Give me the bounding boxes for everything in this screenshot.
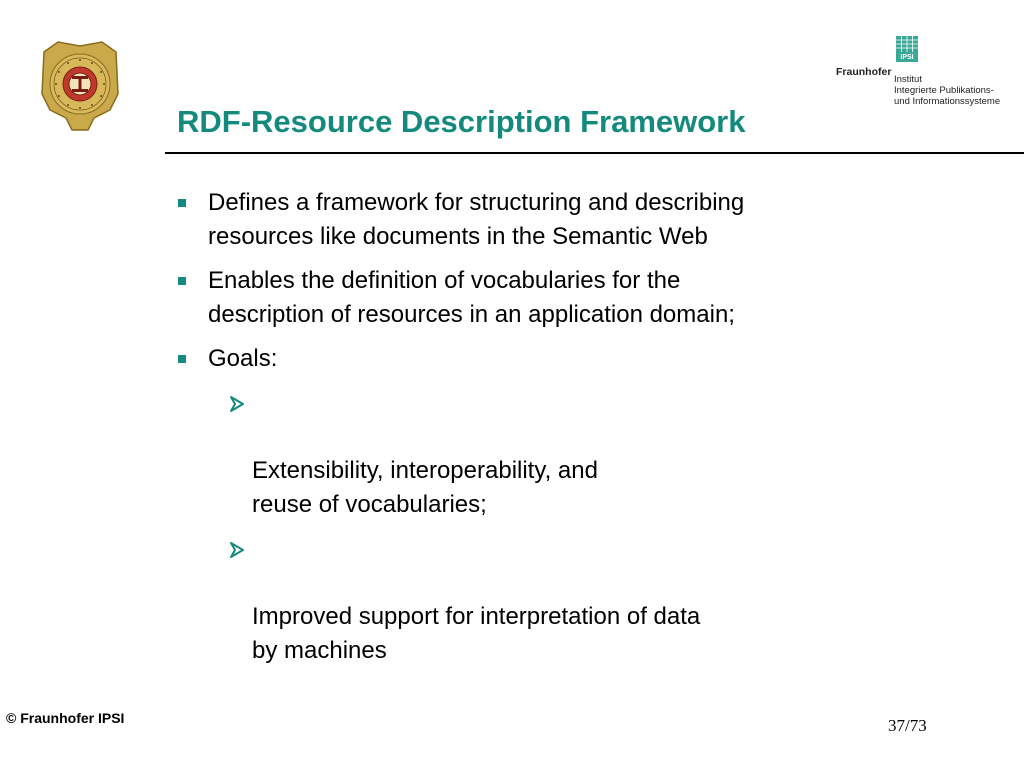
fraunhofer-name: Fraunhofer [836, 66, 892, 78]
sub-bullet-text: Extensibility, interoperability, and reuse of vocabularies; [252, 457, 598, 518]
title-divider [165, 152, 1024, 154]
bullet-text: Enables the definition of vocabularies for the description of resources in an application domain; [208, 267, 735, 328]
bullet-list [176, 186, 896, 386]
sub-bullet-list [176, 386, 896, 678]
bullet-item [176, 264, 896, 332]
slide-title: RDF-Resource Description Framework [177, 104, 746, 139]
square-bullet-icon [178, 199, 186, 207]
ipsi-label: IPSI [900, 54, 914, 61]
bullet-text: Goals: [208, 345, 278, 372]
sub-bullet-item [176, 386, 896, 522]
bullet-text: Defines a framework for structuring and describing resources like documents in the Semantic Web [208, 189, 745, 250]
page-number: 37/73 [888, 716, 927, 735]
institute-name [894, 74, 1000, 107]
institute-line: Integrierte Publikations- [894, 85, 994, 96]
arrow-bullet-icon [228, 395, 246, 413]
sub-bullet-text: Improved support for interpretation of data by machines [252, 603, 701, 664]
square-bullet-icon [178, 355, 186, 363]
institute-line: und Informationssysteme [894, 96, 1001, 107]
bullet-item [176, 186, 896, 254]
fraunhofer-logo [836, 36, 1016, 112]
bullet-item [176, 342, 896, 376]
square-bullet-icon [178, 277, 186, 285]
sub-bullet-item [176, 532, 896, 668]
ipsi-grid-icon [896, 36, 918, 62]
arrow-bullet-icon [228, 541, 246, 559]
institute-line: Institut [894, 74, 922, 85]
copyright-notice: © Fraunhofer IPSI [6, 710, 125, 726]
university-crest-icon [38, 38, 122, 134]
